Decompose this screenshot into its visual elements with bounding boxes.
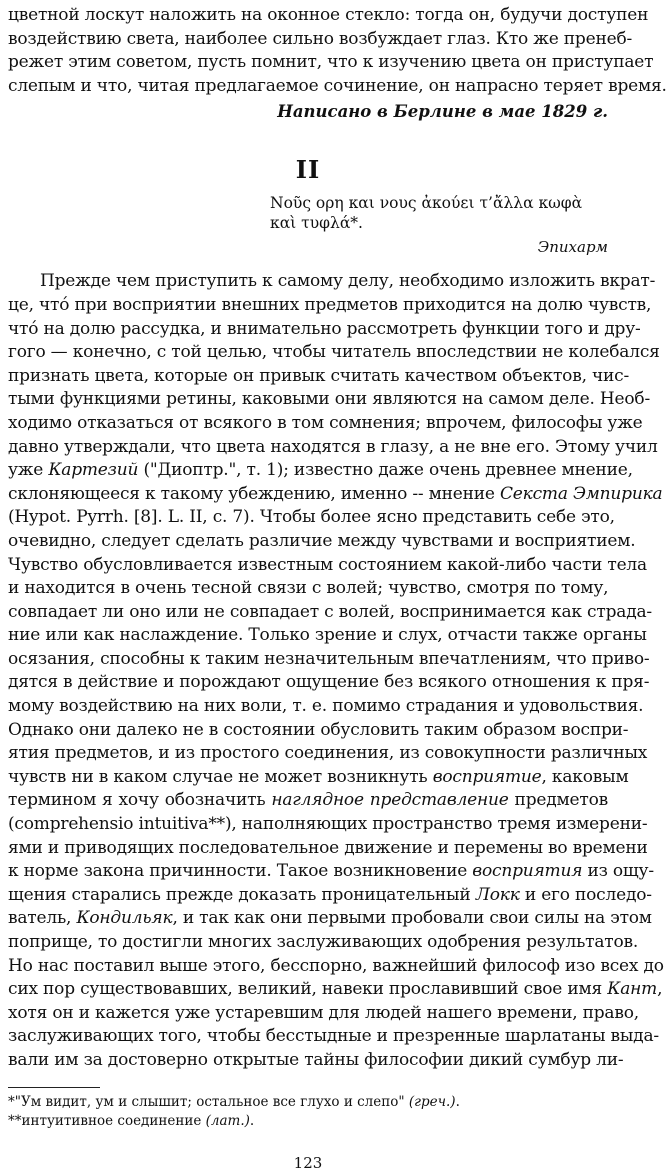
preface-ending bbox=[8, 4, 667, 123]
text-line: ями и приводящих последовательное движение и перемены во времени bbox=[8, 837, 648, 858]
text-line: поприще, то достигли многих заслуживающих одобрения результатов. bbox=[8, 932, 639, 952]
epigraph-line: καὶ τυφλά*. bbox=[270, 214, 363, 233]
text-line: чувств ни в каком случае не может возникнуть восприятие, каковым bbox=[8, 766, 629, 787]
text-line: Но нас поставил выше этого, бесспорно, важнейший философ изо всех до bbox=[8, 955, 664, 976]
text-line: осязания, способны к таким незначительным впечатлениям, что приво- bbox=[8, 648, 650, 669]
text-line: слепым и что, читая предлагаемое сочинение, он напрасно теряет время. bbox=[8, 75, 667, 96]
text-line: (Hypot. Pyrrh. [8]. L. II, c. 7). Чтобы более ясно представить себе это, bbox=[8, 507, 615, 528]
text-line: тыми функциями ретины, каковыми они являются на самом деле. Необ- bbox=[8, 389, 651, 410]
term-perception: восприятие bbox=[432, 766, 542, 787]
name-kant: Кант bbox=[607, 979, 658, 1000]
text-line: хотя он и кажется уже устаревшим для людей нашего времени, право, bbox=[8, 1002, 639, 1023]
text-line: режет этим советом, пусть помнит, что к изучению цвета он приступает bbox=[8, 52, 654, 73]
body-text bbox=[8, 270, 664, 1072]
text-line: ние или как наслаждение. Только зрение и слух, отчасти также органы bbox=[8, 625, 647, 646]
text-line: и находится в очень тесной связи с волей; чувство, смотря по тому, bbox=[8, 578, 609, 599]
name-descartes: Картезий bbox=[48, 460, 139, 481]
text-line: цветной лоскут наложить на оконное стекло: тогда он, будучи доступен bbox=[8, 5, 649, 25]
text-line: це, чтó при восприятии внешних предметов приходится на долю чувств, bbox=[8, 294, 652, 315]
term-perception: восприятия bbox=[472, 861, 583, 882]
text-line: заслуживающих того, чтобы бесстыдные и презренные шарлатаны выда- bbox=[8, 1026, 659, 1047]
footnote-greek: *"Ум видит, ум и слышит; остальное все глухо и слепо" (греч.). bbox=[8, 1093, 460, 1110]
epigraph bbox=[270, 193, 608, 257]
text-line: ятия предметов, и из простого соединения, из совокупности различных bbox=[8, 743, 648, 764]
text-line: щения старались прежде доказать проницательный Локк и его последо- bbox=[8, 884, 652, 905]
text-line: гого — конечно, с той целью, чтобы читатель впоследствии не колебался bbox=[8, 342, 660, 363]
text-line: к норме закона причинности. Такое возникновение восприятия из ощу- bbox=[8, 861, 654, 882]
text-line: ватель, Кондильяк, и так как они первыми пробовали свои силы на этом bbox=[8, 908, 652, 929]
footnote-divider bbox=[8, 1087, 100, 1088]
text-line: очевидно, следует сделать различие между чувствами и восприятием. bbox=[8, 530, 636, 551]
name-condillac: Кондильяк bbox=[76, 908, 173, 929]
text-line: чтó на долю рассудка, и внимательно рассмотреть функции того и дру- bbox=[8, 318, 641, 339]
name-sextus-empiricus: Секста Эмпирика bbox=[499, 483, 663, 504]
preface-signature: Написано в Берлине в мае 1829 г. bbox=[277, 102, 608, 122]
footnotes bbox=[8, 1093, 608, 1131]
epigraph-author: Эпихарм bbox=[537, 238, 608, 257]
text-line: воздействию света, наиболее сильно возбуждает глаз. Кто же пренеб- bbox=[8, 28, 633, 49]
text-line: давно утверждали, что цвета находятся в глазу, а не вне его. Этому учил bbox=[8, 436, 658, 457]
text-line: мому воздействию на них воли, т. е. помимо страдания и удовольствия. bbox=[8, 696, 644, 717]
text-line: (comprehensio intuitiva**), наполняющих пространство тремя измерени- bbox=[8, 814, 648, 835]
page-number: 123 bbox=[293, 1153, 323, 1172]
text-line: совпадает ли оно или не совпадает с волей, воспринимается как страда- bbox=[8, 601, 652, 622]
text-line: дятся в действие и порождают ощущение без всякого отношения к пря- bbox=[8, 672, 650, 693]
book-page bbox=[8, 4, 667, 1173]
text-line: сих пор существовавших, великий, навеки прославивший свое имя Кант, bbox=[8, 979, 663, 1000]
epigraph-line: Νοῦς ορη και νους ἀκούει τ’ἄλλα κωφὰ bbox=[270, 194, 583, 213]
section-heading: II bbox=[295, 155, 321, 185]
text-line: термином я хочу обозначить наглядное представление предметов bbox=[8, 790, 608, 811]
text-line: признать цвета, которые он привык считать качеством объектов, чис- bbox=[8, 365, 630, 386]
name-locke: Локк bbox=[475, 884, 520, 905]
footnote-latin: **интуитивное соединение (лат.). bbox=[8, 1112, 255, 1129]
text-line: Чувство обусловливается известным состоянием какой-либо части тела bbox=[8, 554, 647, 575]
text-line: Однако они далеко не в состоянии обусловить таким образом воспри- bbox=[8, 719, 629, 740]
term-intuitive-representation: наглядное представление bbox=[271, 790, 509, 811]
text-line: вали им за достоверно открытые тайны философии дикий сумбур ли- bbox=[8, 1049, 624, 1070]
text-line: склоняющееся к такому убеждению, именно -- мнение Секста Эмпирика bbox=[8, 483, 663, 504]
text-line: уже Картезий ("Диоптр.", т. 1); известно даже очень древнее мнение, bbox=[8, 460, 633, 481]
text-line: ходимо отказаться от всякого в том сомнения; впрочем, философы уже bbox=[8, 412, 643, 433]
text-line: Прежде чем приступить к самому делу, необходимо изложить вкрат- bbox=[40, 271, 656, 292]
